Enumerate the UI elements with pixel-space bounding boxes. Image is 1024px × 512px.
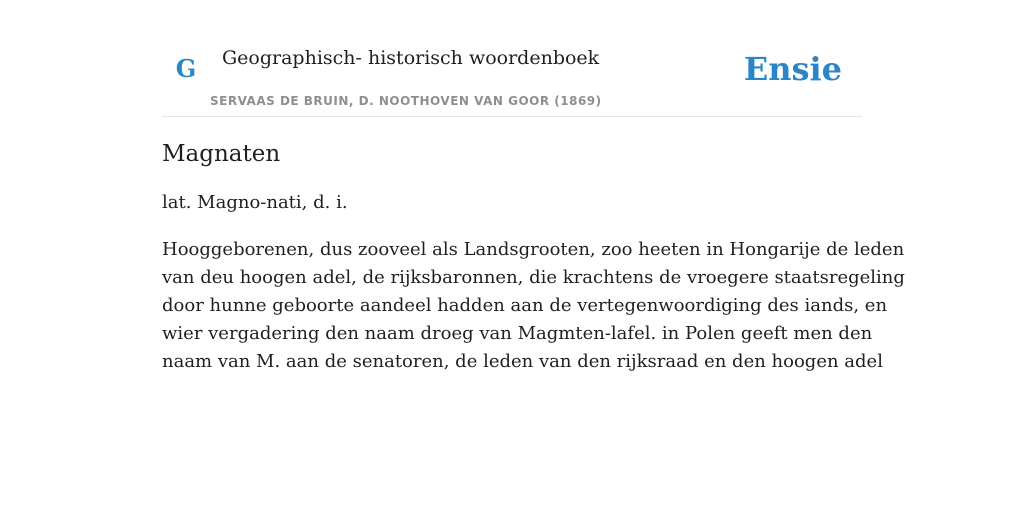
entry-body (162, 236, 905, 376)
letter-badge[interactable]: G (175, 54, 197, 83)
header (162, 32, 862, 117)
entry-subtitle: lat. Magno-nati, d. i. (162, 192, 348, 213)
book-author: SERVAAS DE BRUIN, D. NOOTHOVEN VAN GOOR (1869) (210, 94, 602, 108)
entry-body-line: wier vergadering den naam droeg van Magmten-lafel. in Polen geeft men den (162, 323, 873, 344)
brand-logo-link[interactable]: Ensie (743, 50, 842, 88)
entry-body-line: naam van M. aan de senatoren, de leden van den rijksraad en den hoogen adel (162, 351, 883, 372)
entry-content (162, 137, 905, 376)
entry-body-line: Hooggeborenen, dus zooveel als Landsgrooten, zoo heeten in Hongarije de leden (162, 239, 905, 260)
entry-body-line: van deu hoogen adel, de rijksbaronnen, die krachtens de vroegere staatsregeling (162, 267, 905, 288)
entry-title: Magnaten (162, 141, 281, 167)
book-title[interactable]: Geographisch- historisch woordenboek (222, 47, 600, 69)
entry-body-line: door hunne geboorte aandeel hadden aan de vertegenwoordiging des iands, en (162, 295, 888, 316)
